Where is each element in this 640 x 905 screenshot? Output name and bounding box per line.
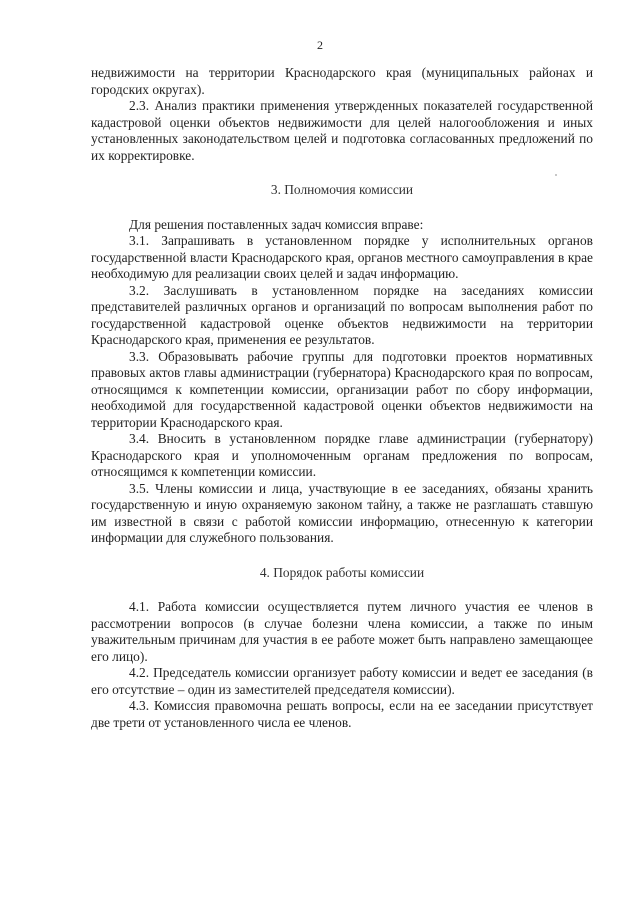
- section-3-heading: 3. Полномочия комиссии: [270, 182, 414, 197]
- paragraph-3-1: 3.1. Запрашивать в установленном порядке у исполнительных органов государственной власти Краснодарского края, органов местного самоуправления в крае необходимую для реализации своих целей и задач информацию.: [91, 233, 593, 281]
- document-body: [91, 65, 593, 731]
- paragraph-2-3: 2.3. Анализ практики применения утвержденных показателей государственной кадастровой оценки объектов недвижимости для целей налогообложения и иных установленных законодательством целей и подготовка согласованных предложений по их корректировке.: [91, 98, 593, 163]
- paragraph-3-2: 3.2. Заслушивать в установленном порядке на заседаниях комиссии представителей различных органов и организаций по вопросам выполнения работ по государственной кадастровой оценке объектов недвижимости на территории Краснодарского края, применения ее результатов.: [91, 282, 593, 347]
- paragraph-3-3: 3.3. Образовывать рабочие группы для подготовки проектов нормативных правовых актов главы администрации (губернатора) Краснодарского края по вопросам, относящимся к компетенции комиссии, организации работ по сбору информации, необходимой для государственной кадастровой оценки объектов недвижимости на территории Краснодарского края.: [91, 348, 593, 430]
- paragraph-4-2: 4.2. Председатель комиссии организует работу комиссии и ведет ее заседания (в его отсутствие – один из заместителей председателя комиссии).: [91, 665, 593, 697]
- paragraph-3-5: 3.5. Члены комиссии и лица, участвующие в ее заседаниях, обязаны хранить государственную и иную охраняемую законом тайну, а также не разглашать ставшую им известной в связи с работой комиссии информацию, отнесенную к категории информации для служебного пользования.: [91, 480, 593, 545]
- paragraph-4-1: 4.1. Работа комиссии осуществляется путем личного участия ее членов в рассмотрении вопросов (в случае болезни члена комиссии, а также по иным уважительным причинам для участия в ее работе может быть направлено замещающее его лицо).: [91, 599, 593, 664]
- paragraph-3-4: 3.4. Вносить в установленном порядке главе администрации (губернатору) Краснодарского края и уполномоченным органам предложения по вопросам, относящимся к компетенции комиссии.: [91, 431, 593, 479]
- paragraph-4-3: 4.3. Комиссия правомочна решать вопросы, если на ее заседании присутствует две трети от установленного числа ее членов.: [91, 698, 593, 730]
- page-number: 2: [317, 38, 323, 52]
- section-4-heading: 4. Порядок работы комиссии: [259, 564, 425, 580]
- section-3-intro: Для решения поставленных задач комиссия вправе:: [129, 216, 424, 232]
- paragraph-continuation: недвижимости на территории Краснодарского края (муниципальных районах и городских округах).: [91, 65, 593, 97]
